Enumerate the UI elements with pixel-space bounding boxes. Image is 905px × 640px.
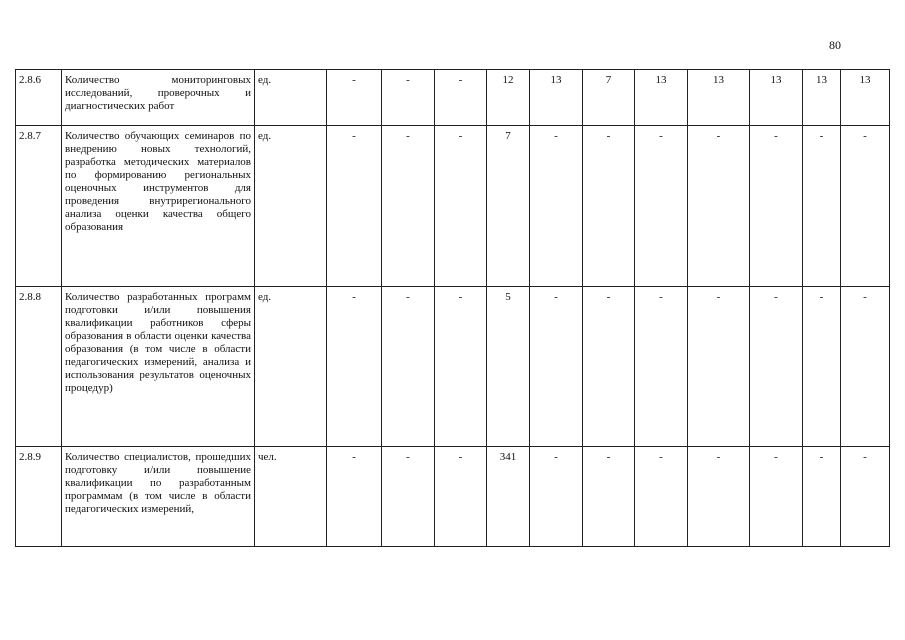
row-name: Количество разработанных программ подготовки и/или повышения квалификации работников сферы образования в области оценки качества образования (в том числе в области педагогических измерений, анализа и использования результатов оценочных процедур) xyxy=(62,287,255,447)
value-cell: - xyxy=(382,287,435,447)
value-cell: - xyxy=(583,126,635,287)
value-cell: 13 xyxy=(841,70,890,126)
value-cell: - xyxy=(382,126,435,287)
table-row xyxy=(16,70,890,126)
value-cell: - xyxy=(841,126,890,287)
value-cell: - xyxy=(530,447,583,547)
value-cell: 13 xyxy=(750,70,803,126)
value-cell: - xyxy=(327,70,382,126)
row-name: Количество обучающих семинаров по внедрению новых технологий, разработка методических материалов по формированию региональных оценочных инструментов для проведения внутрирегионального анализа оценки качества общего образования xyxy=(62,126,255,287)
row-unit: ед. xyxy=(255,70,327,126)
value-cell: - xyxy=(327,287,382,447)
row-code: 2.8.9 xyxy=(16,447,62,547)
value-cell: - xyxy=(583,287,635,447)
value-cell: 7 xyxy=(487,126,530,287)
value-cell: - xyxy=(435,126,487,287)
value-cell: - xyxy=(688,287,750,447)
value-cell: - xyxy=(382,70,435,126)
table-row xyxy=(16,287,890,447)
row-code: 2.8.6 xyxy=(16,70,62,126)
value-cell: - xyxy=(435,70,487,126)
value-cell: - xyxy=(803,447,841,547)
row-code: 2.8.7 xyxy=(16,126,62,287)
value-cell: 13 xyxy=(635,70,688,126)
value-cell: - xyxy=(327,447,382,547)
value-cell: - xyxy=(583,447,635,547)
value-cell: - xyxy=(327,126,382,287)
value-cell: - xyxy=(435,287,487,447)
value-cell: 13 xyxy=(803,70,841,126)
value-cell: - xyxy=(750,126,803,287)
row-unit: ед. xyxy=(255,287,327,447)
value-cell: - xyxy=(841,287,890,447)
value-cell: - xyxy=(635,126,688,287)
indicators-table xyxy=(15,69,890,547)
value-cell: 12 xyxy=(487,70,530,126)
row-code: 2.8.8 xyxy=(16,287,62,447)
value-cell: - xyxy=(841,447,890,547)
value-cell: - xyxy=(750,447,803,547)
value-cell: - xyxy=(530,287,583,447)
table-row xyxy=(16,126,890,287)
row-unit: ед. xyxy=(255,126,327,287)
value-cell: 13 xyxy=(530,70,583,126)
row-name: Количество специалистов, прошедших подготовку и/или повышение квалификации по разработанным программам (в том числе в области педагогических измерений, xyxy=(62,447,255,547)
value-cell: - xyxy=(382,447,435,547)
value-cell: 7 xyxy=(583,70,635,126)
value-cell: - xyxy=(530,126,583,287)
value-cell: 13 xyxy=(688,70,750,126)
value-cell: - xyxy=(688,126,750,287)
value-cell: - xyxy=(803,126,841,287)
value-cell: - xyxy=(635,447,688,547)
value-cell: 341 xyxy=(487,447,530,547)
row-name: Количество мониторинговых исследований, проверочных и диагностических работ xyxy=(62,70,255,126)
value-cell: - xyxy=(635,287,688,447)
value-cell: - xyxy=(435,447,487,547)
value-cell: - xyxy=(803,287,841,447)
value-cell: 5 xyxy=(487,287,530,447)
table-row xyxy=(16,447,890,547)
value-cell: - xyxy=(750,287,803,447)
value-cell: - xyxy=(688,447,750,547)
row-unit: чел. xyxy=(255,447,327,547)
page-number: 80 xyxy=(829,38,841,52)
